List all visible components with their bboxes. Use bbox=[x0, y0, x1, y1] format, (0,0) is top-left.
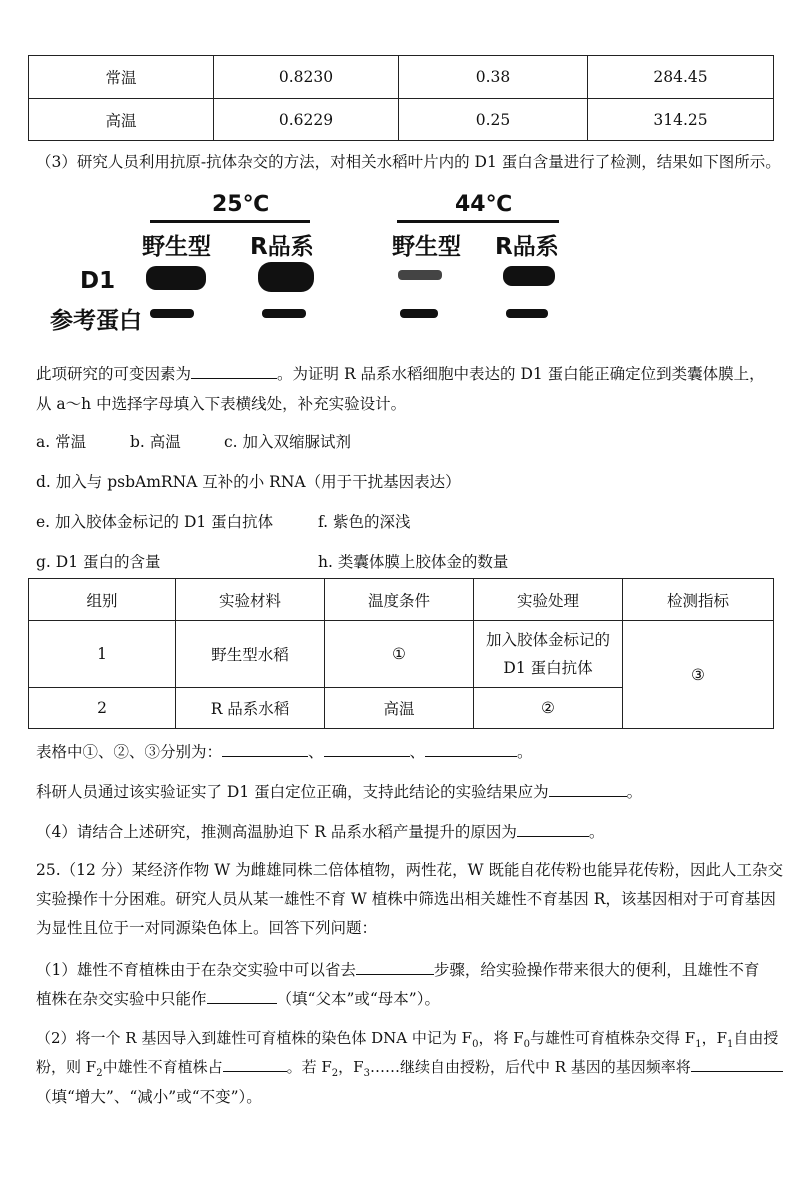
text: 步骤，给实验操作带来很大的便利，且雄性不育 bbox=[433, 961, 760, 979]
answer-blank[interactable] bbox=[517, 822, 589, 837]
table-cell: 高温 bbox=[29, 99, 214, 141]
text: ……继续自由授粉，后代中 R 基因的基因频率将 bbox=[369, 1058, 691, 1076]
lane-label-wild: 野生型 bbox=[142, 234, 211, 260]
text: 中雄性不育植株占 bbox=[102, 1058, 223, 1076]
text: 加入胶体金标记的 bbox=[485, 631, 610, 649]
header-treatment: 实验处理 bbox=[474, 579, 623, 621]
paragraph-line bbox=[36, 780, 642, 802]
table-cell bbox=[474, 621, 623, 688]
question-25-stem: 为显性且位于一对同源染色体上。回答下列问题： bbox=[36, 919, 378, 937]
temp-label-44: 44℃ bbox=[455, 192, 513, 217]
group-bar-44 bbox=[397, 220, 559, 223]
row-label-reference: 参考蛋白 bbox=[50, 308, 142, 334]
lane-label-wild: 野生型 bbox=[392, 234, 461, 260]
group-bar-25 bbox=[150, 220, 310, 223]
text: 植株在杂交实验中只能作 bbox=[36, 990, 207, 1008]
answer-blank[interactable] bbox=[549, 782, 627, 797]
answer-blank[interactable] bbox=[324, 742, 410, 757]
text: （4）请结合上述研究，推测高温胁迫下 R 品系水稻产量提升的原因为 bbox=[36, 823, 517, 841]
header-index: 检测指标 bbox=[623, 579, 774, 621]
experiment-table bbox=[28, 578, 774, 729]
subscript: 0 bbox=[472, 1039, 479, 1050]
text: （1）雄性不育植株由于在杂交实验中可以省去 bbox=[36, 961, 356, 979]
band-d1-r-25 bbox=[258, 262, 314, 292]
subscript: 1 bbox=[695, 1039, 702, 1050]
header-group: 组别 bbox=[29, 579, 176, 621]
band-d1-wild-25 bbox=[146, 266, 206, 290]
option-f: f. 紫色的深浅 bbox=[318, 513, 411, 531]
question-25-part-2 bbox=[36, 1027, 778, 1050]
text: ，F bbox=[338, 1058, 364, 1076]
text: ，将 F bbox=[478, 1029, 524, 1047]
text: 表格中①、②、③分别为： bbox=[36, 743, 223, 761]
question-25-part-2: （填“增大”、“减小”或“不变”）。 bbox=[36, 1088, 262, 1106]
table-cell: 0.38 bbox=[399, 56, 588, 99]
table-cell: 0.25 bbox=[399, 99, 588, 141]
question-4 bbox=[36, 820, 604, 842]
table-cell: 常温 bbox=[29, 56, 214, 99]
text: 与雄性可育植株杂交得 F bbox=[530, 1029, 696, 1047]
option-d: d. 加入与 psbAmRNA 互补的小 RNA（用于干扰基因表达） bbox=[36, 473, 461, 491]
option-b: b. 高温 bbox=[130, 433, 181, 451]
table-cell: 1 bbox=[29, 621, 176, 688]
table-cell: 高温 bbox=[325, 688, 474, 729]
text: 粉，则 F bbox=[36, 1058, 97, 1076]
option-a: a. 常温 bbox=[36, 433, 87, 451]
text: 。 bbox=[588, 823, 605, 841]
table-cell: 0.8230 bbox=[214, 56, 399, 99]
table-cell: R 品系水稻 bbox=[176, 688, 325, 729]
answer-blank[interactable] bbox=[223, 1057, 287, 1072]
subscript: 3 bbox=[363, 1068, 370, 1079]
option-c: c. 加入双缩脲试剂 bbox=[224, 433, 352, 451]
option-g: g. D1 蛋白的含量 bbox=[36, 553, 161, 571]
table-cell: 野生型水稻 bbox=[176, 621, 325, 688]
text: ，F bbox=[701, 1029, 727, 1047]
band-ref-wild-25 bbox=[150, 309, 194, 318]
question-25-stem: 实验操作十分困难。研究人员从某一雄性不育 W 植株中筛选出相关雄性不育基因 R，该基因相对于可育基因 bbox=[36, 890, 776, 908]
table-cell: 2 bbox=[29, 688, 176, 729]
blank-2-cell[interactable]: ② bbox=[474, 688, 623, 729]
text: 。 bbox=[517, 743, 533, 761]
text: 。为证明 R 品系水稻细胞中表达的 D1 蛋白能正确定位到类囊体膜上， bbox=[277, 365, 765, 383]
lane-label-r: R品系 bbox=[495, 234, 559, 260]
subscript: 2 bbox=[96, 1068, 103, 1079]
blank-1-cell[interactable]: ① bbox=[325, 621, 474, 688]
band-d1-r-44 bbox=[503, 266, 555, 286]
header-material: 实验材料 bbox=[176, 579, 325, 621]
answer-blank[interactable] bbox=[425, 742, 517, 757]
text: 、 bbox=[308, 743, 324, 761]
answer-blank[interactable] bbox=[691, 1057, 783, 1072]
text: 、 bbox=[409, 743, 426, 761]
answer-blank[interactable] bbox=[356, 960, 434, 975]
answer-blank[interactable] bbox=[207, 989, 277, 1004]
subscript: 2 bbox=[331, 1068, 339, 1079]
table-cell: 314.25 bbox=[588, 99, 774, 141]
question-25-stem: 25.（12 分）某经济作物 W 为雌雄同株二倍体植物，两性花，W 既能自花传粉也能异花传粉，因此人工杂交 bbox=[36, 861, 783, 879]
table-cell: 0.6229 bbox=[214, 99, 399, 141]
text: D1 蛋白抗体 bbox=[503, 659, 593, 677]
lane-label-r: R品系 bbox=[250, 234, 314, 260]
text: （2）将一个 R 基因导入到雄性可育植株的染色体 DNA 中记为 F bbox=[36, 1029, 473, 1047]
text: 科研人员通过该实验证实了 D1 蛋白定位正确，支持此结论的实验结果应为 bbox=[36, 783, 549, 801]
band-ref-r-44 bbox=[506, 309, 548, 318]
temp-label-25: 25℃ bbox=[212, 192, 270, 217]
band-ref-r-25 bbox=[262, 309, 306, 318]
option-e: e. 加入胶体金标记的 D1 蛋白抗体 bbox=[36, 513, 274, 531]
subscript: 1 bbox=[727, 1039, 734, 1050]
western-blot-figure bbox=[0, 190, 800, 340]
row-label-d1: D1 bbox=[80, 268, 116, 294]
blank-3-cell[interactable]: ③ bbox=[623, 621, 774, 729]
question-25-part-2 bbox=[36, 1056, 783, 1079]
option-h: h. 类囊体膜上胶体金的数量 bbox=[318, 553, 509, 571]
header-temperature: 温度条件 bbox=[325, 579, 474, 621]
text: 自由授 bbox=[733, 1029, 779, 1047]
text: 此项研究的可变因素为 bbox=[36, 365, 192, 383]
question-25-part-1 bbox=[36, 987, 440, 1009]
paragraph-line bbox=[36, 362, 765, 384]
answer-blank[interactable] bbox=[222, 742, 308, 757]
text: 。 bbox=[626, 783, 643, 801]
band-d1-wild-44 bbox=[398, 270, 442, 280]
results-table bbox=[28, 55, 774, 141]
text: 。若 F bbox=[286, 1058, 332, 1076]
text: （填“父本”或“母本”）。 bbox=[276, 990, 440, 1008]
question-25-part-1 bbox=[36, 958, 759, 980]
paragraph-line bbox=[36, 740, 533, 762]
table-cell: 284.45 bbox=[588, 56, 774, 99]
band-ref-wild-44 bbox=[400, 309, 438, 318]
question-3-intro: （3）研究人员利用抗原-抗体杂交的方法，对相关水稻叶片内的 D1 蛋白含量进行了检测，结果如下图所示。 bbox=[36, 153, 781, 171]
subscript: 0 bbox=[523, 1039, 531, 1050]
answer-blank[interactable] bbox=[191, 364, 277, 379]
paragraph-line: 从 a～h 中选择字母填入下表横线处，补充实验设计。 bbox=[36, 395, 407, 413]
